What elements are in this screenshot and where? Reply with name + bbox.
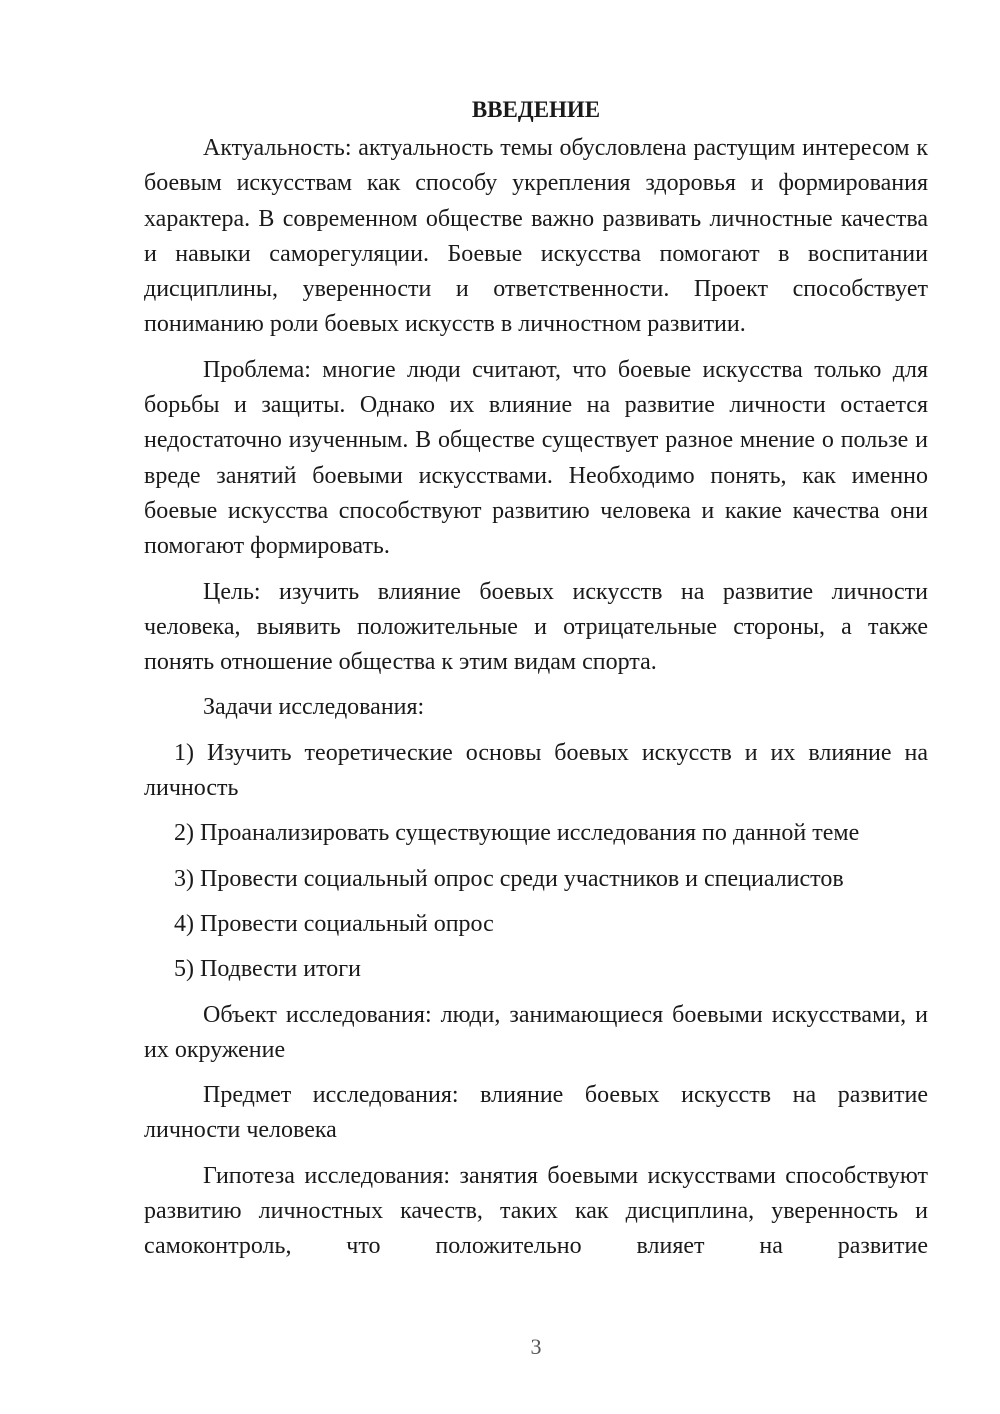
task-item: 4) Провести социальный опрос: [174, 910, 494, 937]
task-item: 2) Проанализировать существующие исследования по данной теме: [174, 820, 860, 847]
task-item: 1) Изучить теоретические основы боевых искусств и их влияние на личность: [144, 739, 928, 802]
page-body: [144, 92, 928, 1275]
subject-paragraph: Предмет исследования: влияние боевых искусств на развитие личности человека: [144, 1082, 928, 1144]
problem-paragraph: Проблема: многие люди считают, что боевые искусства только для борьбы и защиты. Однако их влияние на развитие личности остается недостаточно изученным. В обществе существует разное мнение о пользе и вреде занятий боевыми искусствами. Необходимо понять, как именно боевые искусства способствуют развитию человека и какие качества они помогают формировать.: [144, 356, 928, 560]
hypothesis-paragraph: Гипотеза исследования: занятия боевыми искусствами способствуют развитию личностных качеств, таких как дисциплина, уверенность и самоконтроль, что положительно влияет на развитие: [144, 1162, 928, 1260]
goal-paragraph: Цель: изучить влияние боевых искусств на развитие личности человека, выявить положительные и отрицательные стороны, а также понять отношение общества к этим видам спорта.: [144, 578, 928, 676]
page-number: 3: [530, 1334, 542, 1359]
tasks-heading: Задачи исследования:: [203, 694, 425, 721]
task-item: 3) Провести социальный опрос среди участников и специалистов: [174, 865, 844, 892]
section-title: ВВЕДЕНИЕ: [471, 97, 601, 122]
task-item: 5) Подвести итоги: [174, 956, 361, 983]
object-paragraph: Объект исследования: люди, занимающиеся боевыми искусствами, и их окружение: [144, 1001, 928, 1063]
relevance-paragraph: Актуальность: актуальность темы обусловлена растущим интересом к боевым искусствам как способу укрепления здоровья и формирования характера. В современном обществе важно развивать личностные качества и навыки саморегуляции. Боевые искусства помогают в воспитании дисциплины, уверенности и ответственности. Проект способствует пониманию роли боевых искусств в личностном развитии.: [144, 135, 928, 338]
tasks-list: [144, 736, 928, 988]
